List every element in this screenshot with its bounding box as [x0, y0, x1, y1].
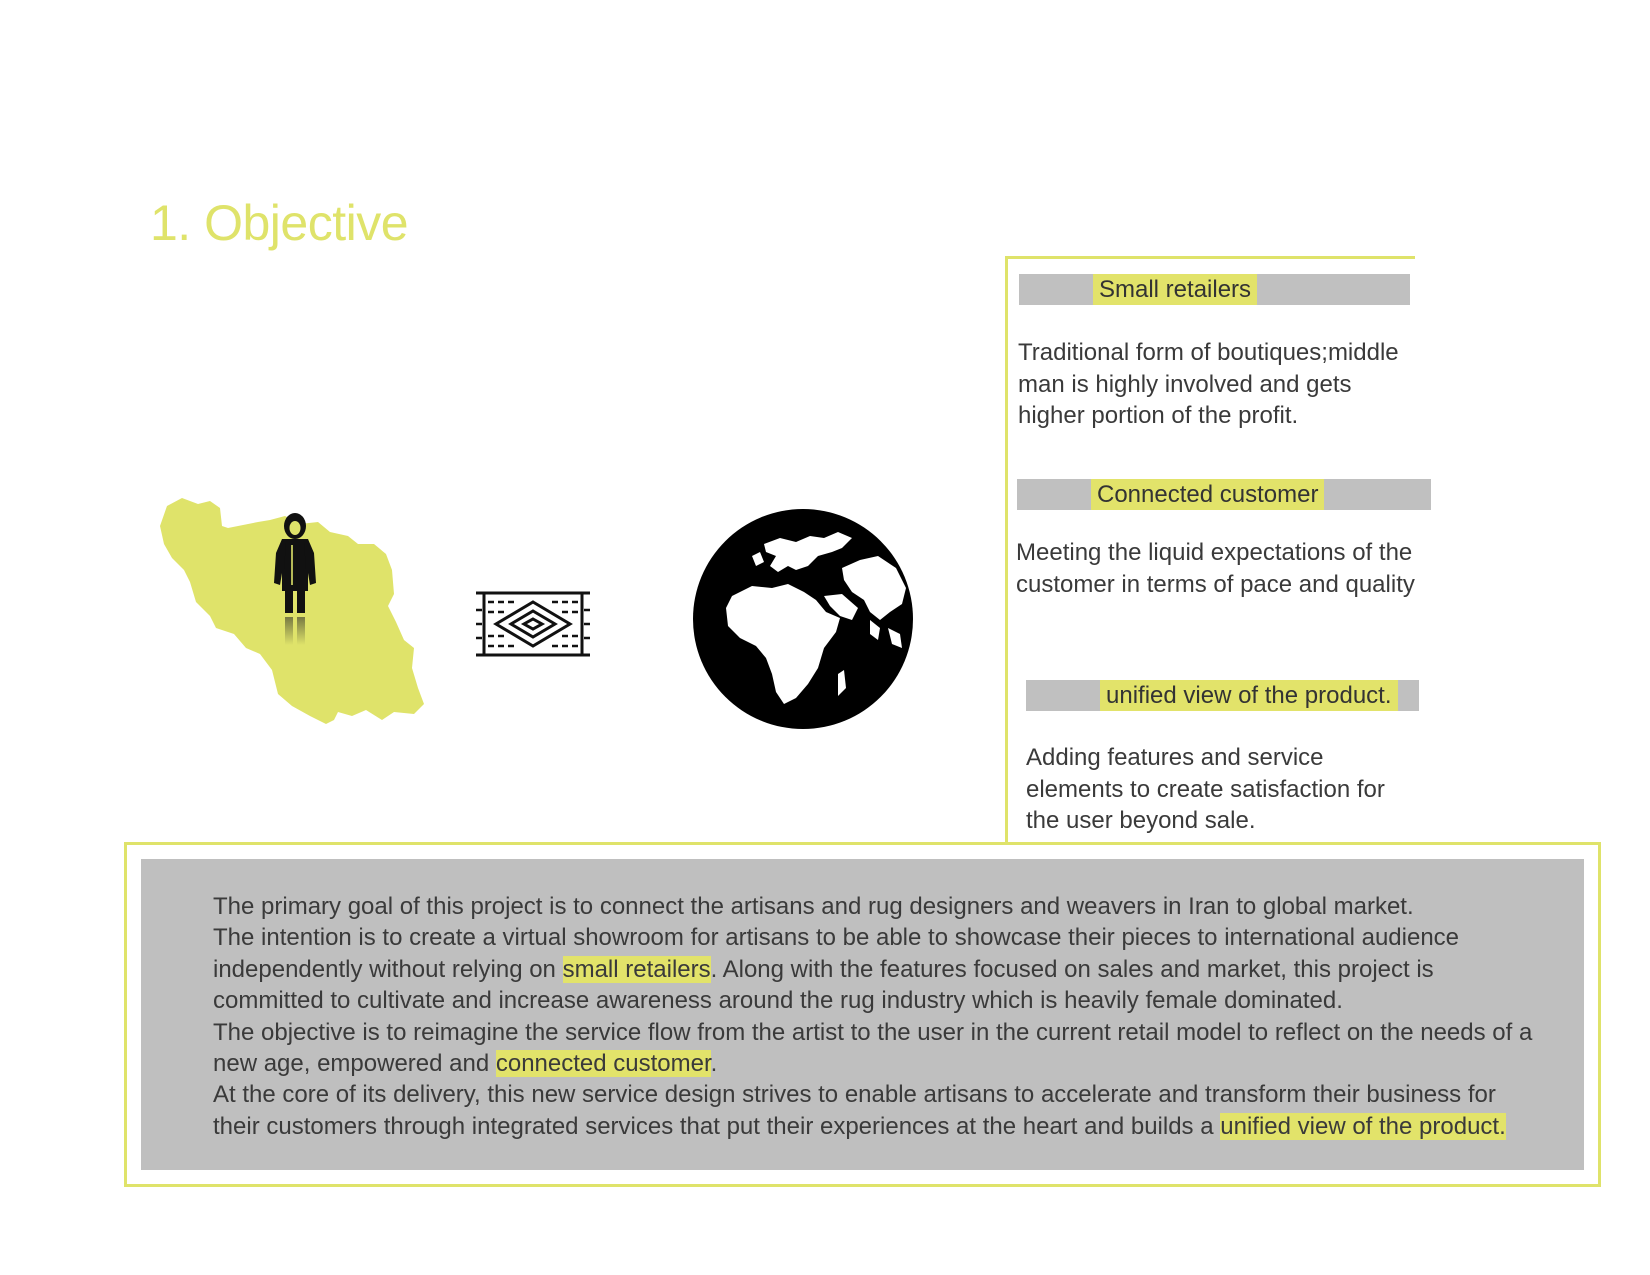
point-header-small-retailers	[1019, 274, 1410, 305]
point-header-connected-customer	[1017, 479, 1431, 510]
woman-icon	[268, 513, 322, 658]
summary-background	[141, 859, 1584, 1170]
point-text-connected-customer: Meeting the liquid expectations of the customer in terms of pace and quality	[1016, 539, 1415, 598]
summary-box	[124, 842, 1601, 1187]
summary-line: committed to cultivate and increase awareness around the rug industry which is heavily female dominated.	[213, 987, 1343, 1015]
summary-line: The primary goal of this project is to connect the artisans and rug designers and weavers in Iran to global market.	[213, 893, 1414, 920]
point-text-unified-view: Adding features and service elements to create satisfaction for the user beyond sale.	[1026, 744, 1385, 834]
summary-line: At the core of its delivery, this new service design strives to enable artisans to accelerate and transform their business for	[213, 1081, 1496, 1109]
point-heading-connected-customer: Connected customer	[1091, 479, 1324, 510]
globe-icon	[692, 508, 914, 730]
summary-line: independently without relying on	[213, 955, 563, 983]
summary-line: their customers through integrated services that put their experiences at the heart and builds a	[213, 1112, 1221, 1140]
point-heading-small-retailers: Small retailers	[1093, 274, 1257, 305]
summary-line: .	[710, 1050, 718, 1078]
page-title: 1. Objective	[150, 195, 409, 251]
highlight-small-retailers: small retailers	[562, 955, 711, 983]
summary-paragraph	[213, 891, 1593, 1142]
point-text-small-retailers: Traditional form of boutiques;middle man is highly involved and gets higher portion of the profit.	[1018, 339, 1399, 429]
highlight-unified-view: unified view of the product.	[1220, 1112, 1506, 1140]
summary-line: The objective is to reimagine the service flow from the artist to the user in the current retail model to reflect on the needs of a	[213, 1018, 1533, 1046]
summary-line: new age, empowered and	[213, 1050, 496, 1078]
highlight-connected-customer: connected customer	[495, 1050, 711, 1078]
point-header-unified-view	[1026, 680, 1419, 711]
summary-line: The intention is to create a virtual showroom for artisans to be able to showcase their pieces to international audience	[213, 924, 1460, 952]
rug-icon	[474, 590, 592, 658]
key-points-panel	[1005, 256, 1415, 843]
summary-line: . Along with the features focused on sales and market, this project is	[710, 955, 1434, 983]
point-heading-unified-view: unified view of the product.	[1100, 680, 1398, 711]
